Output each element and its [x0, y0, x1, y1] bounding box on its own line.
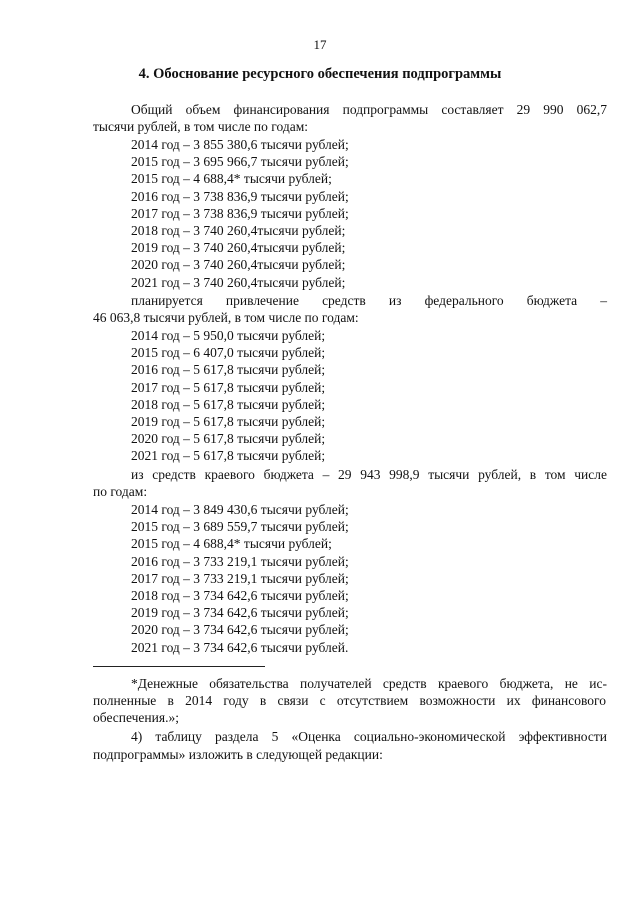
list-item: 2019 год – 5 617,8 тысячи рублей;	[131, 414, 326, 430]
list-item: 2021 год – 3 734 642,6 тысячи рублей.	[131, 639, 349, 655]
list-item: 2018 год – 3 740 260,4тысячи рублей;	[131, 223, 346, 239]
list-item: 2018 год – 3 734 642,6 тысячи рублей;	[131, 588, 349, 604]
footnote-rule	[93, 666, 265, 667]
list-item: 2015 год – 4 688,4* тысячи рублей;	[131, 536, 332, 552]
section-heading: 4. Обоснование ресурсного обеспечения подпрограммы	[138, 66, 502, 82]
list-item: 2014 год – 5 950,0 тысячи рублей;	[131, 328, 326, 343]
item4-line-2: подпрограммы» изложить в следующей редакции:	[93, 747, 383, 762]
regional-line-1: из средств краевого бюджета – 29 943 998,9 тысячи рублей, в том числе	[131, 467, 607, 482]
list-item: 2021 год – 3 740 260,4тысячи рублей;	[131, 274, 346, 290]
list-item: 2020 год – 3 734 642,6 тысячи рублей;	[131, 622, 349, 638]
list-item: 2016 год – 3 733 219,1 тысячи рублей;	[131, 553, 349, 569]
page-number: 17	[313, 37, 327, 52]
list-item: 2015 год – 3 695 966,7 тысячи рублей;	[131, 154, 349, 170]
list-item: 2014 год – 3 849 430,6 тысячи рублей;	[131, 502, 349, 517]
list-item: 2019 год – 3 740 260,4тысячи рублей;	[131, 240, 346, 256]
list-item: 2020 год – 5 617,8 тысячи рублей;	[131, 431, 326, 447]
regional-line-2: по годам:	[93, 484, 148, 499]
list-item: 2019 год – 3 734 642,6 тысячи рублей;	[131, 605, 349, 621]
list-item: 2014 год – 3 855 380,6 тысячи рублей;	[131, 137, 349, 152]
footnote-line-3: обеспечения.»;	[93, 710, 179, 725]
intro-line-1: Общий объем финансирования подпрограммы составляет 29 990 062,7	[131, 102, 607, 117]
list-item: 2016 год – 3 738 836,9 тысячи рублей;	[131, 188, 349, 204]
list-item: 2020 год – 3 740 260,4тысячи рублей;	[131, 257, 346, 273]
list-item: 2016 год – 5 617,8 тысячи рублей;	[131, 362, 326, 378]
federal-line-2: 46 063,8 тысячи рублей, в том числе по годам:	[93, 310, 359, 325]
list-item: 2018 год – 5 617,8 тысячи рублей;	[131, 396, 326, 412]
list-item: 2015 год – 3 689 559,7 тысячи рублей;	[131, 519, 349, 535]
total-years-list	[131, 136, 349, 291]
list-item: 2017 год – 5 617,8 тысячи рублей;	[131, 379, 326, 395]
federal-years-list	[131, 327, 325, 465]
footnote-line-1: *Денежные обязательства получателей средств краевого бюджета, не ис-	[131, 676, 607, 691]
list-item: 2021 год – 5 617,8 тысячи рублей;	[131, 448, 326, 464]
intro-line-2: тысячи рублей, в том числе по годам:	[93, 119, 308, 134]
item4-line-1: 4) таблицу раздела 5 «Оценка социально-экономической эффективности	[131, 729, 607, 744]
list-item: 2015 год – 4 688,4* тысячи рублей;	[131, 171, 332, 187]
footnote-line-2: полненные в 2014 году в связи с отсутствием возможности их финансового	[93, 693, 606, 708]
list-item: 2017 год – 3 738 836,9 тысячи рублей;	[131, 205, 349, 221]
federal-line-1: планируется привлечение средств из федерального бюджета –	[131, 293, 607, 308]
list-item: 2017 год – 3 733 219,1 тысячи рублей;	[131, 570, 349, 586]
regional-years-list	[131, 501, 349, 656]
list-item: 2015 год – 6 407,0 тысячи рублей;	[131, 345, 326, 361]
